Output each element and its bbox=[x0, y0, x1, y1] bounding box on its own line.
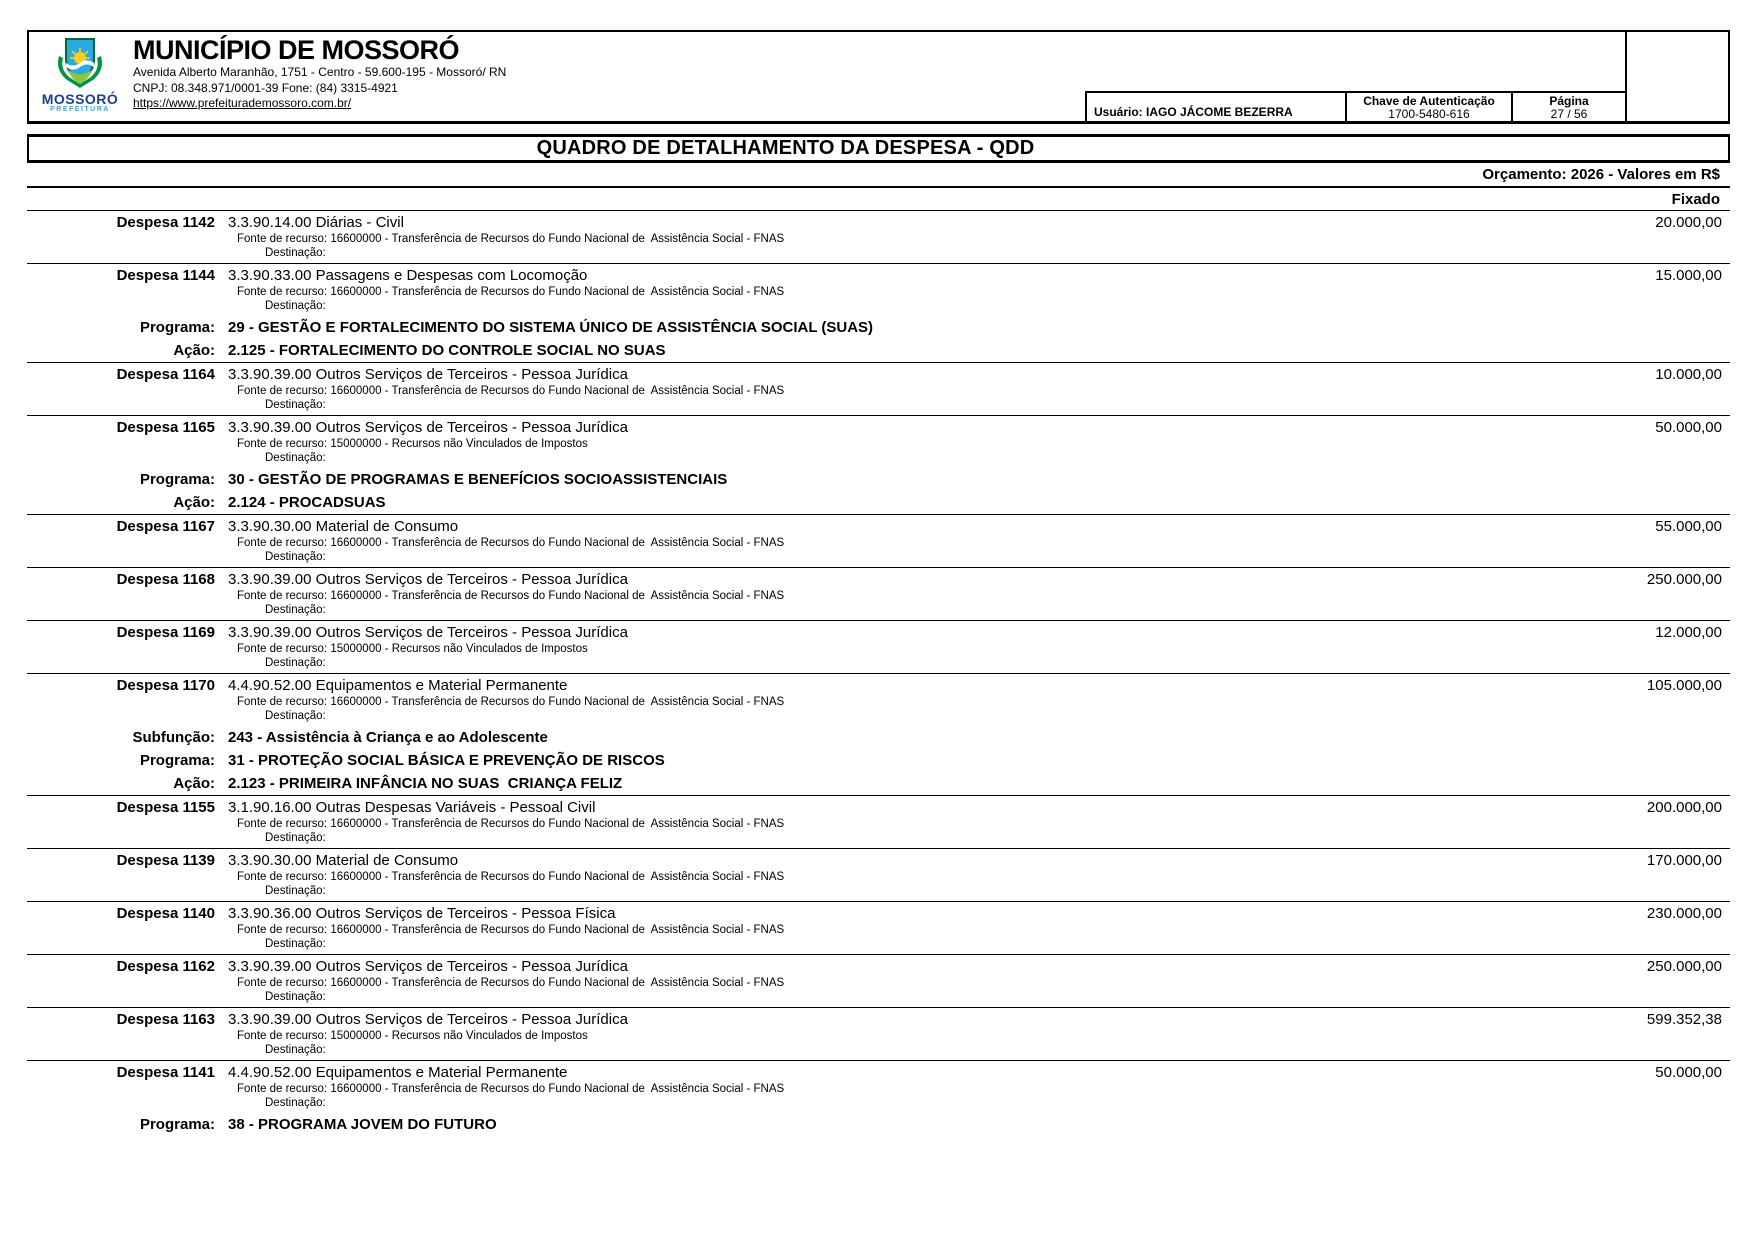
expense-funding-source: Fonte de recurso: 16600000 - Transferência de Recursos do Fundo Nacional de Assistência Social - FNAS bbox=[237, 871, 785, 883]
expense-destination: Destinação: bbox=[265, 551, 326, 563]
group-value: 2.125 - FORTALECIMENTO DO CONTROLE SOCIAL NO SUAS bbox=[228, 342, 666, 359]
expense-id-label: Despesa 1155 bbox=[116, 799, 215, 816]
expense-destination: Destinação: bbox=[265, 452, 326, 464]
auth-key-cell bbox=[1345, 91, 1511, 121]
report-title-band bbox=[27, 134, 1730, 163]
expense-id-label: Despesa 1167 bbox=[116, 518, 215, 535]
organization-cnpj-phone: CNPJ: 08.348.971/0001-39 Fone: (84) 3315-4921 bbox=[133, 80, 398, 95]
group-value: 2.123 - PRIMEIRA INFÂNCIA NO SUAS CRIANÇA FELIZ bbox=[228, 775, 623, 792]
page-number-cell bbox=[1511, 91, 1625, 121]
expense-destination: Destinação: bbox=[265, 399, 326, 411]
expense-fixed-value: 105.000,00 bbox=[1646, 677, 1722, 694]
expense-fixed-value: 15.000,00 bbox=[1655, 267, 1722, 284]
expense-row bbox=[27, 901, 1730, 954]
expense-id-label: Despesa 1169 bbox=[116, 624, 215, 641]
auth-key-value: 1700-5480-616 bbox=[1388, 107, 1470, 121]
group-value: 29 - GESTÃO E FORTALECIMENTO DO SISTEMA ÚNICO DE ASSISTÊNCIA SOCIAL (SUAS) bbox=[228, 319, 874, 336]
expense-fixed-value: 50.000,00 bbox=[1655, 419, 1722, 436]
fixed-column-header: Fixado bbox=[1671, 191, 1720, 208]
expense-description: 3.3.90.36.00 Outros Serviços de Terceiros - Pessoa Física bbox=[228, 905, 616, 922]
expense-fixed-value: 170.000,00 bbox=[1646, 852, 1722, 869]
expense-id-label: Despesa 1144 bbox=[116, 267, 215, 284]
expense-row bbox=[27, 673, 1730, 726]
expense-row bbox=[27, 1007, 1730, 1060]
logo-subtitle: PREFEITURA bbox=[50, 106, 110, 113]
expense-destination: Destinação: bbox=[265, 604, 326, 616]
group-header-row bbox=[27, 726, 1730, 749]
expense-row bbox=[27, 362, 1730, 415]
expense-fixed-value: 230.000,00 bbox=[1646, 905, 1722, 922]
expense-destination: Destinação: bbox=[265, 885, 326, 897]
report-rows bbox=[27, 210, 1730, 1136]
user-cell bbox=[1085, 91, 1345, 121]
user-name: Usuário: IAGO JÁCOME BEZERRA bbox=[1094, 105, 1293, 119]
expense-description: 3.3.90.39.00 Outros Serviços de Terceiros - Pessoa Jurídica bbox=[228, 366, 628, 383]
expense-description: 3.3.90.39.00 Outros Serviços de Terceiros - Pessoa Jurídica bbox=[228, 1011, 628, 1028]
expense-fixed-value: 10.000,00 bbox=[1655, 366, 1722, 383]
expense-id-label: Despesa 1140 bbox=[116, 905, 215, 922]
expense-funding-source: Fonte de recurso: 16600000 - Transferência de Recursos do Fundo Nacional de Assistência Social - FNAS bbox=[237, 286, 785, 298]
group-label: Ação: bbox=[173, 342, 215, 359]
group-label: Ação: bbox=[173, 494, 215, 511]
page-number-label: Página bbox=[1549, 94, 1589, 108]
expense-destination: Destinação: bbox=[265, 1044, 326, 1056]
group-header-row bbox=[27, 468, 1730, 491]
city-crest-icon bbox=[53, 36, 107, 92]
expense-fixed-value: 12.000,00 bbox=[1655, 624, 1722, 641]
expense-destination: Destinação: bbox=[265, 657, 326, 669]
group-header-row bbox=[27, 772, 1730, 795]
group-label: Programa: bbox=[139, 471, 215, 488]
expense-id-label: Despesa 1142 bbox=[116, 214, 215, 231]
expense-destination: Destinação: bbox=[265, 247, 326, 259]
organization-address: Avenida Alberto Maranhão, 1751 - Centro - 59.600-195 - Mossoró/ RN bbox=[133, 65, 507, 79]
expense-row bbox=[27, 620, 1730, 673]
group-label: Programa: bbox=[139, 1116, 215, 1133]
expense-destination: Destinação: bbox=[265, 1097, 326, 1109]
expense-destination: Destinação: bbox=[265, 832, 326, 844]
expense-description: 3.3.90.30.00 Material de Consumo bbox=[228, 852, 459, 869]
expense-row bbox=[27, 415, 1730, 468]
expense-funding-source: Fonte de recurso: 16600000 - Transferência de Recursos do Fundo Nacional de Assistência Social - FNAS bbox=[237, 385, 785, 397]
expense-description: 3.3.90.39.00 Outros Serviços de Terceiros - Pessoa Jurídica bbox=[228, 958, 628, 975]
expense-funding-source: Fonte de recurso: 16600000 - Transferência de Recursos do Fundo Nacional de Assistência Social - FNAS bbox=[237, 1083, 785, 1095]
expense-destination: Destinação: bbox=[265, 938, 326, 950]
expense-description: 3.1.90.16.00 Outras Despesas Variáveis - Pessoal Civil bbox=[228, 799, 596, 816]
expense-description: 4.4.90.52.00 Equipamentos e Material Permanente bbox=[228, 677, 568, 694]
expense-row bbox=[27, 954, 1730, 1007]
organization-name: MUNICÍPIO DE MOSSORÓ bbox=[133, 35, 460, 65]
expense-funding-source: Fonte de recurso: 16600000 - Transferência de Recursos do Fundo Nacional de Assistência Social - FNAS bbox=[237, 537, 785, 549]
expense-fixed-value: 50.000,00 bbox=[1655, 1064, 1722, 1081]
page-number-value: 27 / 56 bbox=[1550, 107, 1588, 121]
expense-id-label: Despesa 1162 bbox=[116, 958, 215, 975]
expense-funding-source: Fonte de recurso: 16600000 - Transferência de Recursos do Fundo Nacional de Assistência Social - FNAS bbox=[237, 696, 785, 708]
expense-description: 3.3.90.39.00 Outros Serviços de Terceiros - Pessoa Jurídica bbox=[228, 624, 628, 641]
expense-description: 3.3.90.30.00 Material de Consumo bbox=[228, 518, 459, 535]
group-label: Programa: bbox=[139, 319, 215, 336]
group-value: 38 - PROGRAMA JOVEM DO FUTURO bbox=[228, 1116, 497, 1133]
expense-row bbox=[27, 1060, 1730, 1113]
group-value: 31 - PROTEÇÃO SOCIAL BÁSICA E PREVENÇÃO DE RISCOS bbox=[228, 752, 665, 769]
header-empty-cell bbox=[1625, 32, 1728, 121]
expense-destination: Destinação: bbox=[265, 991, 326, 1003]
expense-funding-source: Fonte de recurso: 16600000 - Transferência de Recursos do Fundo Nacional de Assistência Social - FNAS bbox=[237, 233, 785, 245]
expense-funding-source: Fonte de recurso: 15000000 - Recursos não Vinculados de Impostos bbox=[237, 1030, 588, 1042]
logo-city-name: MOSSORÓ bbox=[41, 91, 119, 107]
expense-id-label: Despesa 1168 bbox=[116, 571, 215, 588]
expense-funding-source: Fonte de recurso: 16600000 - Transferência de Recursos do Fundo Nacional de Assistência Social - FNAS bbox=[237, 590, 785, 602]
expense-id-label: Despesa 1170 bbox=[116, 677, 215, 694]
expense-description: 3.3.90.39.00 Outros Serviços de Terceiros - Pessoa Jurídica bbox=[228, 571, 628, 588]
expense-row bbox=[27, 210, 1730, 263]
report-title: QUADRO DE DETALHAMENTO DA DESPESA - QDD bbox=[536, 137, 1035, 159]
budget-year-line: Orçamento: 2026 - Valores em R$ bbox=[27, 163, 1730, 188]
expense-funding-source: Fonte de recurso: 15000000 - Recursos não Vinculados de Impostos bbox=[237, 438, 588, 450]
group-value: 243 - Assistência à Criança e ao Adolescente bbox=[228, 729, 548, 746]
expense-description: 3.3.90.33.00 Passagens e Despesas com Locomoção bbox=[228, 267, 588, 284]
expense-row bbox=[27, 567, 1730, 620]
group-label: Ação: bbox=[173, 775, 215, 792]
expense-id-label: Despesa 1141 bbox=[116, 1064, 215, 1081]
expense-destination: Destinação: bbox=[265, 710, 326, 722]
expense-id-label: Despesa 1163 bbox=[116, 1011, 215, 1028]
group-header-row bbox=[27, 1113, 1730, 1136]
expense-fixed-value: 250.000,00 bbox=[1646, 571, 1722, 588]
expense-funding-source: Fonte de recurso: 15000000 - Recursos não Vinculados de Impostos bbox=[237, 643, 588, 655]
expense-row bbox=[27, 848, 1730, 901]
organization-website-link[interactable]: https://www.prefeiturademossoro.com.br/ bbox=[133, 96, 352, 110]
expense-fixed-value: 250.000,00 bbox=[1646, 958, 1722, 975]
expense-destination: Destinação: bbox=[265, 300, 326, 312]
expense-row bbox=[27, 263, 1730, 316]
expense-fixed-value: 20.000,00 bbox=[1655, 214, 1722, 231]
expense-description: 4.4.90.52.00 Equipamentos e Material Permanente bbox=[228, 1064, 568, 1081]
expense-row bbox=[27, 795, 1730, 848]
expense-row bbox=[27, 514, 1730, 567]
expense-id-label: Despesa 1139 bbox=[116, 852, 215, 869]
expense-description: 3.3.90.39.00 Outros Serviços de Terceiros - Pessoa Jurídica bbox=[228, 419, 628, 436]
city-logo bbox=[29, 32, 121, 121]
group-header-row bbox=[27, 316, 1730, 339]
group-value: 2.124 - PROCADSUAS bbox=[228, 494, 386, 511]
auth-key-label: Chave de Autenticação bbox=[1363, 94, 1495, 108]
expense-fixed-value: 599.352,38 bbox=[1646, 1011, 1722, 1028]
group-header-row bbox=[27, 339, 1730, 362]
expense-id-label: Despesa 1165 bbox=[116, 419, 215, 436]
expense-funding-source: Fonte de recurso: 16600000 - Transferência de Recursos do Fundo Nacional de Assistência Social - FNAS bbox=[237, 977, 785, 989]
expense-description: 3.3.90.14.00 Diárias - Civil bbox=[228, 214, 404, 231]
group-value: 30 - GESTÃO DE PROGRAMAS E BENEFÍCIOS SOCIOASSISTENCIAIS bbox=[228, 471, 728, 488]
group-label: Subfunção: bbox=[132, 729, 215, 746]
expense-fixed-value: 55.000,00 bbox=[1655, 518, 1722, 535]
expense-funding-source: Fonte de recurso: 16600000 - Transferência de Recursos do Fundo Nacional de Assistência Social - FNAS bbox=[237, 818, 785, 830]
document-header bbox=[27, 30, 1730, 124]
group-label: Programa: bbox=[139, 752, 215, 769]
expense-id-label: Despesa 1164 bbox=[116, 366, 215, 383]
group-header-row bbox=[27, 749, 1730, 772]
expense-funding-source: Fonte de recurso: 16600000 - Transferência de Recursos do Fundo Nacional de Assistência Social - FNAS bbox=[237, 924, 785, 936]
group-header-row bbox=[27, 491, 1730, 514]
expense-fixed-value: 200.000,00 bbox=[1646, 799, 1722, 816]
